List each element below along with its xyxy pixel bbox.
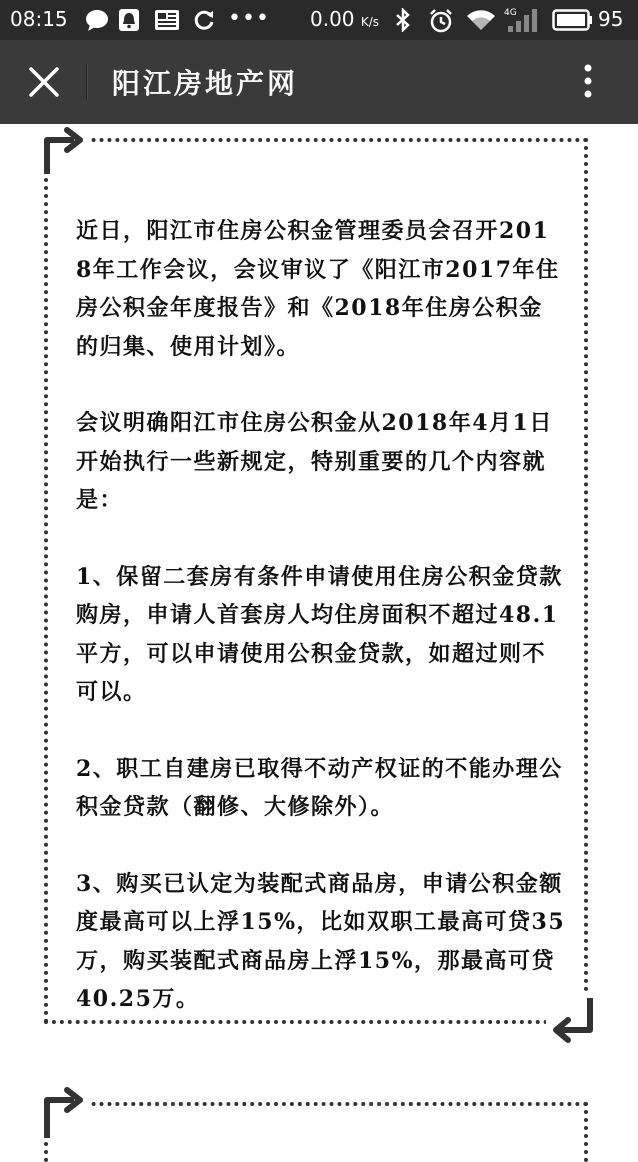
corner-arrow-top-left-next [40, 1084, 88, 1138]
corner-arrow-icon [40, 124, 88, 178]
close-icon [24, 62, 64, 102]
status-time: 08:15 [10, 7, 68, 31]
bluetooth-icon [394, 8, 412, 36]
nav-bar [0, 40, 638, 124]
status-bar [0, 0, 638, 40]
dotted-frame-next [44, 1102, 588, 1162]
article-content [0, 124, 638, 1136]
paragraph-2: 会议明确阳江市住房公积金从2018年4月1日开始执行一些新规定，特别重要的几个内容就是： [76, 410, 553, 513]
battery-icon [552, 9, 594, 35]
alarm-icon [428, 8, 454, 38]
wifi-icon [466, 8, 496, 36]
sync-icon [192, 8, 216, 36]
paragraph-1: 近日，阳江市住房公积金管理委员会召开2018年工作会议，会议审议了《阳江市2017年住房公积金年度报告》和《2018年住房公积金的归集、使用计划》。 [76, 218, 560, 360]
article-text [76, 212, 566, 1057]
nav-divider [86, 64, 88, 100]
paragraph-4: 2、职工自建房已取得不动产权证的不能办理公积金贷款（翻修、大修除外）。 [76, 755, 563, 820]
more-button[interactable] [576, 62, 600, 102]
close-button[interactable] [24, 62, 64, 102]
bell-icon [118, 8, 140, 36]
news-icon [154, 8, 180, 36]
more-dots-icon: ••• [228, 6, 270, 31]
paragraph-5: 3、购买已认定为装配式商品房，申请公积金额度最高可以上浮15%，比如双职工最高可贷35万，购买装配式商品房上浮15%，那最高可贷40.25万。 [76, 870, 566, 1012]
chat-icon [84, 8, 110, 36]
more-vertical-icon [576, 62, 600, 102]
paragraph-3: 1、保留二套房有条件申请使用住房公积金贷款购房，申请人首套房人均住房面积不超过48.1平方，可以申请使用公积金贷款，如超过则不可以。 [76, 563, 563, 705]
corner-arrow-top-left [40, 124, 88, 178]
network-speed: 0.00 K/s [310, 7, 380, 31]
signal-icon [502, 6, 542, 38]
page-title: 阳江房地产网 [112, 67, 299, 100]
corner-arrow-icon [40, 1084, 88, 1138]
battery-level: 95 [598, 7, 624, 31]
network-type: 4G [504, 8, 517, 18]
